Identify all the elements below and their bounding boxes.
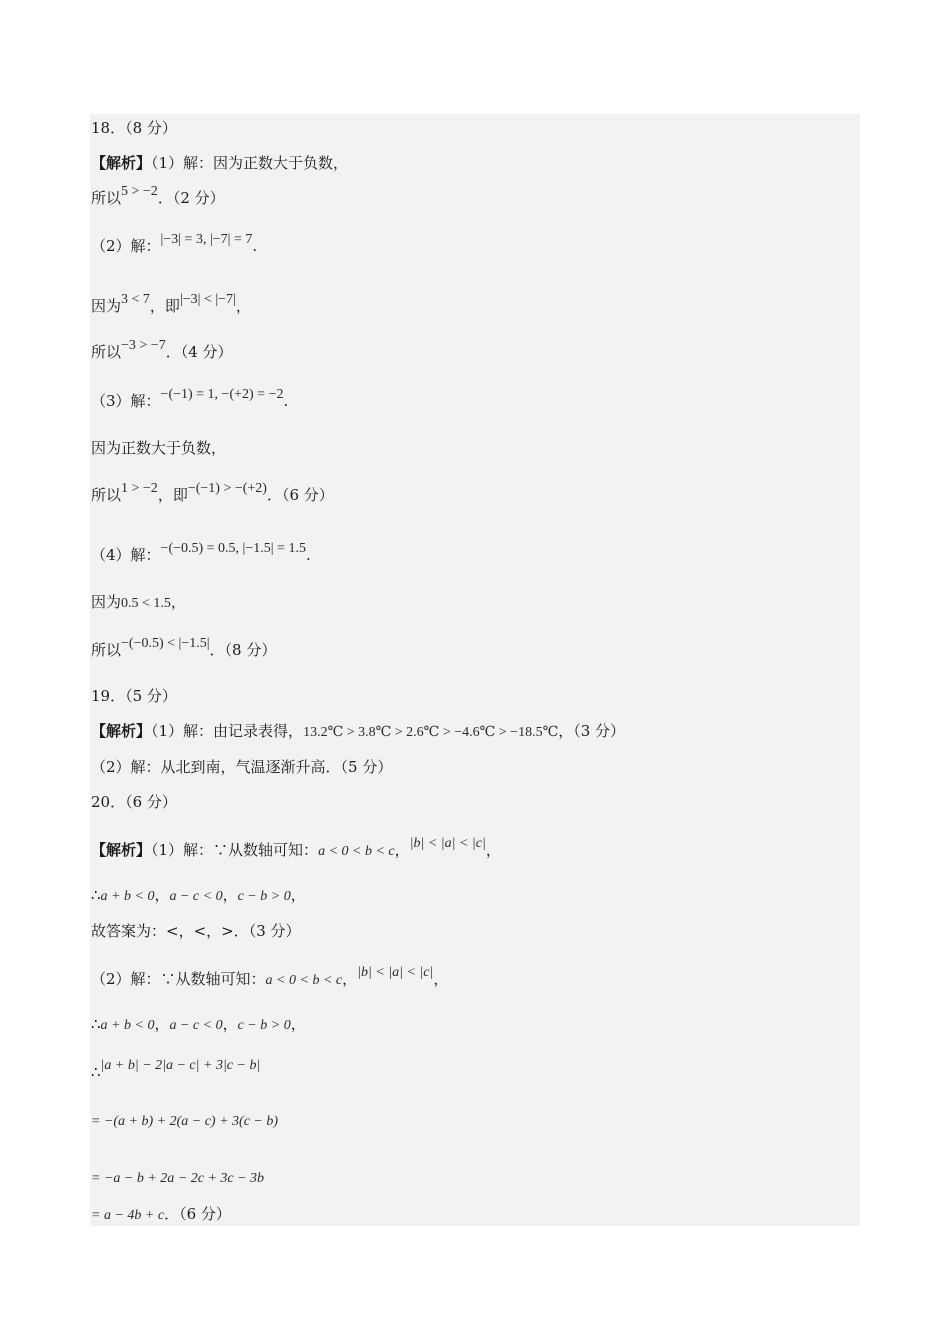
q18-part3-conclusion: 所以1 > −2，即−(−1) > −(+2)．（6 分）	[91, 481, 334, 504]
analysis-tag: 【解析】	[91, 722, 152, 740]
q18-header: 18．（8 分）	[91, 119, 177, 137]
q18-part4-conclusion: 所以−(−0.5) < |−1.5|．（8 分）	[91, 636, 277, 659]
q20-step1: = −(a + b) + 2(a − c) + 3(c − b)	[91, 1114, 279, 1129]
q19-header: 19．（5 分）	[91, 687, 177, 705]
analysis-tag: 【解析】	[91, 841, 152, 859]
therefore-icon: ∴	[91, 886, 101, 904]
q20-part2-expression: ∴|a + b| − 2|a − c| + 3|c − b|	[91, 1058, 261, 1081]
q19-part2: （2）解：从北到南，气温逐渐升高．（5 分）	[91, 758, 393, 776]
q20-step3: = a − 4b + c．（6 分）	[91, 1205, 231, 1223]
q20-step2: = −a − b + 2a − 2c + 3c − 3b	[91, 1171, 265, 1186]
therefore-icon: ∴	[91, 1015, 101, 1033]
q18-part4: （4）解：−(−0.5) = 0.5, |−1.5| = 1.5.	[91, 541, 311, 564]
q18-part1-conclusion: 所以5 > −2．（2 分）	[91, 184, 225, 207]
q20-part1: 【解析】（1）解：∵从数轴可知：a < 0 < b < c，|b| < |a| < |c|，	[91, 836, 501, 859]
q18-part2-because: 因为3 < 7，即|−3| < |−7|，	[91, 292, 251, 315]
q18-part3-because: 因为正数大于负数，	[91, 439, 227, 457]
q18-part2: （2）解：|−3| = 3, |−7| = 7.	[91, 232, 258, 255]
q18-part2-conclusion: 所以−3 > −7．（4 分）	[91, 338, 233, 361]
q20-part1-answer: 故答案为：<，<，>．（3 分）	[91, 922, 301, 940]
q18-part4-because: 因为0.5 < 1.5，	[91, 593, 186, 611]
q18-part1: 【解析】（1）解：因为正数大于负数，	[91, 154, 349, 172]
q20-part2-therefore: ∴a + b < 0，a − c < 0，c − b > 0，	[91, 1015, 306, 1033]
q18-part3: （3）解：−(−1) = 1, −(+2) = −2.	[91, 387, 289, 410]
analysis-tag: 【解析】	[91, 154, 152, 172]
q20-part2: （2）解：∵从数轴可知：a < 0 < b < c，|b| < |a| < |c|，	[91, 965, 449, 988]
q20-part1-therefore: ∴a + b < 0，a − c < 0，c − b > 0，	[91, 886, 306, 904]
q20-header: 20．（6 分）	[91, 793, 177, 811]
q19-part1: 【解析】（1）解：由记录表得，13.2℃ > 3.8℃ > 2.6℃ > −4.6℃ > −18.5℃，（3 分）	[91, 722, 626, 740]
therefore-icon: ∴	[91, 1063, 101, 1081]
